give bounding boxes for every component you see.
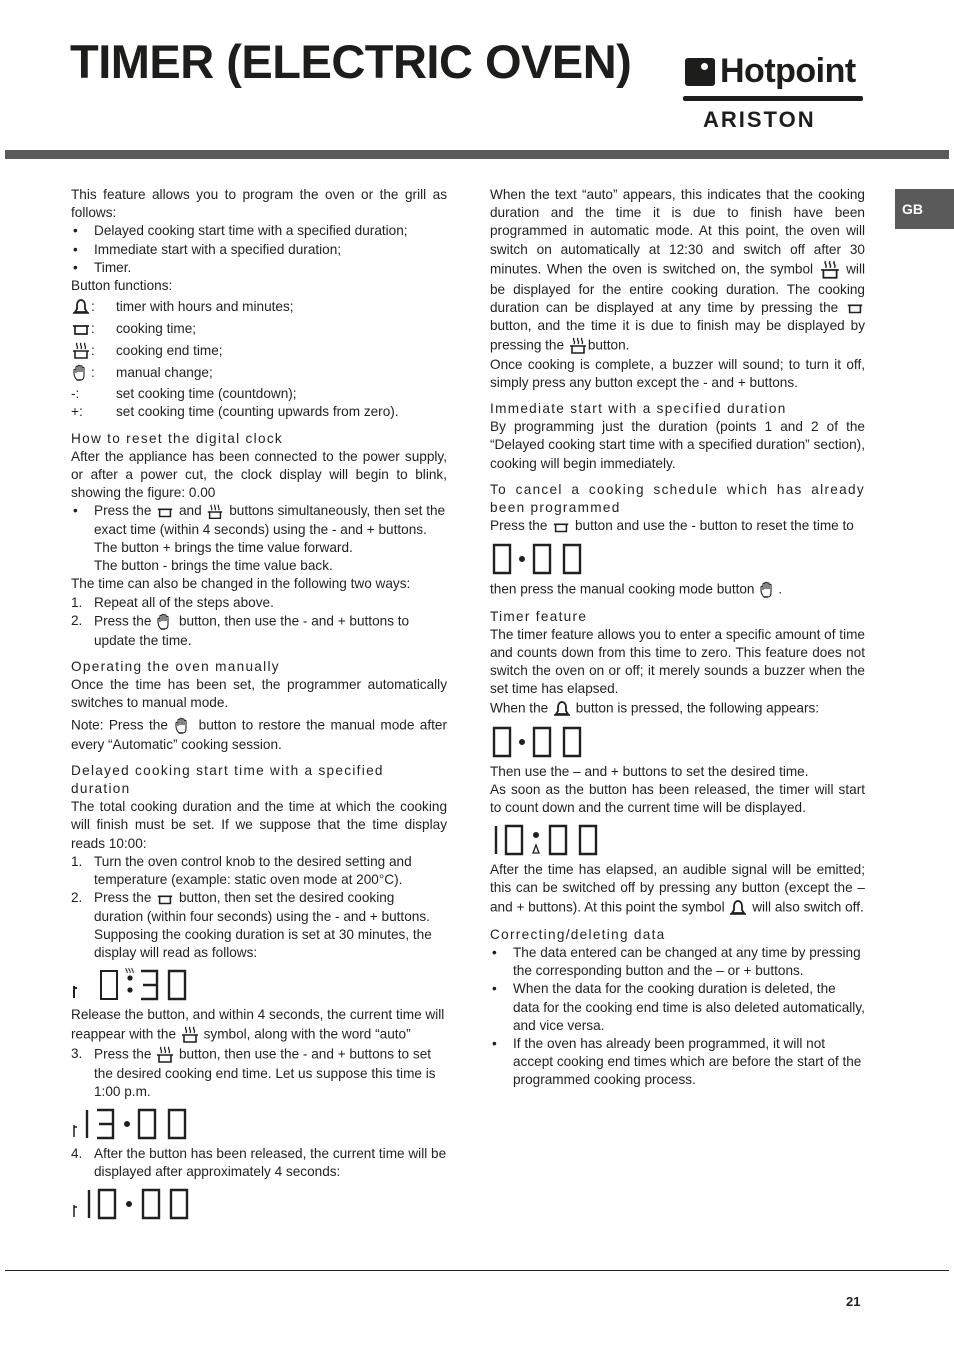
bell-icon bbox=[552, 699, 572, 719]
lcd-display bbox=[71, 1185, 201, 1223]
left-column bbox=[71, 186, 447, 1225]
list-item: • Press the and buttons simultaneously, then set the exact time (within 4 seconds) using the - and + buttons. bbox=[71, 502, 447, 539]
oven-tray-icon bbox=[155, 890, 175, 908]
list-item: • The data entered can be changed at any time by pressing the corresponding button and the – or + buttons. bbox=[490, 944, 865, 980]
auto-indicator-icon bbox=[74, 986, 77, 998]
body-text: The button - brings the time value back. bbox=[94, 558, 333, 574]
heat-waves-icon bbox=[71, 341, 91, 361]
hand-icon bbox=[173, 716, 193, 736]
body-text: Release the button, and within 4 seconds, the current time will reappear with the symbol, along with the word “auto” bbox=[71, 1006, 447, 1044]
brand-logo bbox=[683, 52, 865, 132]
logo-mark-icon bbox=[685, 58, 715, 86]
lcd-display bbox=[490, 540, 600, 578]
language-tab: GB bbox=[895, 189, 954, 229]
hand-icon bbox=[71, 363, 91, 383]
section-heading: How to reset the digital clock bbox=[71, 430, 284, 446]
oven-tray-icon bbox=[71, 319, 91, 339]
body-text: Note: Press the button to restore the manual mode after every “Automatic” cooking session. bbox=[71, 717, 447, 752]
lcd-display bbox=[71, 966, 201, 1004]
body-text: Once the time has been set, the programmer automatically switches to manual mode. bbox=[71, 677, 447, 711]
logo-brand: Hotpoint bbox=[720, 52, 856, 90]
function-row: : manual change; bbox=[71, 363, 447, 383]
logo-bar bbox=[683, 96, 863, 101]
section-heading: Correcting/deleting data bbox=[490, 926, 666, 942]
heat-waves-icon bbox=[180, 1025, 200, 1045]
body-text: The timer feature allows you to enter a specific amount of time and counts down from this time to zero. This feature does not switch the oven on or off; it merely sounds a buzzer when the set time has elapsed. bbox=[490, 626, 865, 697]
section-heading: Timer feature bbox=[490, 608, 588, 624]
section-heading: Operating the oven manually bbox=[71, 659, 280, 675]
list-item: • Delayed cooking start time with a specified duration; bbox=[71, 222, 447, 240]
heat-waves-icon bbox=[205, 503, 225, 521]
body-text: After the appliance has been connected to the power supply, or after a power cut, the clock display will begin to blink, showing the figure: 0.00 bbox=[71, 448, 447, 501]
page-title: TIMER (ELECTRIC OVEN) bbox=[70, 35, 632, 88]
heat-waves-icon bbox=[819, 259, 841, 281]
right-column bbox=[490, 186, 865, 1090]
list-item: 4. After the button has been released, the current time will be displayed after approximately 4 seconds: bbox=[71, 1145, 447, 1180]
body-text: Once cooking is complete, a buzzer will sound; to turn it off, simply press any button except the - and + buttons. bbox=[490, 356, 865, 390]
footer-rule bbox=[5, 1270, 949, 1271]
hand-icon bbox=[758, 580, 778, 600]
body-text: then press the manual cooking mode button . bbox=[490, 580, 865, 600]
function-row: -: set cooking time (countdown); bbox=[71, 386, 297, 402]
body-text: When the text “auto” appears, this indicates that the cooking duration and the time it is due to finish have been programmed in automatic mode. At this point, the oven will switch on automatically at 12:30 and switch off after 30 minutes. When the oven is switched on, the symbol will be displayed for the entire cooking duration. The cooking duration can be displayed at any time by pressing the button, and the time it is due to finish may be displayed by pressing the button. bbox=[490, 186, 865, 356]
bell-icon bbox=[71, 297, 91, 317]
page-number: 21 bbox=[846, 1294, 861, 1309]
logo-sub: ARISTON bbox=[703, 107, 816, 132]
body-text: The button + brings the time value forward. bbox=[94, 540, 353, 556]
list-item: 3. Press the button, then use the - and + buttons to set the desired cooking end time. Let us suppose this time is 1:00 p.m. bbox=[71, 1045, 436, 1099]
list-item: 1. Repeat all of the steps above. bbox=[71, 594, 274, 610]
oven-tray-icon bbox=[845, 299, 865, 317]
section-heading: To cancel a cooking schedule which has already been programmed bbox=[490, 481, 865, 516]
body-text: Then use the – and + buttons to set the desired time. bbox=[490, 763, 809, 779]
list-item: 1. Turn the oven control knob to the desired setting and temperature (example: static oven mode at 200°C). bbox=[71, 853, 412, 888]
lcd-display bbox=[490, 821, 610, 859]
hand-icon bbox=[155, 612, 175, 632]
body-text: When the button is pressed, the following appears: bbox=[490, 699, 865, 719]
intro-text: This feature allows you to program the oven or the grill as follows: bbox=[71, 187, 447, 221]
body-text: By programming just the duration (points 1 and 2 of the “Delayed cooking start time with a specified duration” section), cooking will begin immediately. bbox=[490, 419, 865, 471]
body-text: The time can also be changed in the following two ways: bbox=[71, 576, 411, 592]
header-rule bbox=[5, 150, 949, 159]
body-text: As soon as the button has been released, the timer will start to count down and the current time will be displayed. bbox=[490, 781, 865, 816]
list-item: • If the oven has already been programmed, it will not accept cooking end times which are before the start of the programmed cooking process. bbox=[490, 1035, 865, 1090]
function-row: +: set cooking time (counting upwards from zero). bbox=[71, 404, 399, 420]
body-text: Press the button and use the - button to reset the time to bbox=[490, 517, 865, 535]
function-row: : cooking end time; bbox=[71, 341, 447, 361]
list-item: • When the data for the cooking duration is deleted, the data for the cooking end time is also deleted automatically, and vice versa. bbox=[490, 980, 865, 1035]
list-item: 2. Press the button, then use the - and + buttons to update the time. bbox=[71, 612, 410, 648]
function-row: : timer with hours and minutes; bbox=[71, 297, 447, 317]
list-item: 2. Press the button, then set the desired cooking duration (within four seconds) using the - and + buttons. Supposing the cooking duration is set at 30 minutes, the display will read as follows: bbox=[71, 890, 432, 961]
oven-tray-icon bbox=[155, 503, 175, 521]
button-functions-label: Button functions: bbox=[71, 278, 173, 294]
section-heading: Immediate start with a specified duration bbox=[490, 401, 787, 417]
body-text: After the time has elapsed, an audible signal will be emitted; this can be switched off by pressing any button (except the – and + buttons). At this point the symbol will also switch off. bbox=[490, 861, 865, 917]
lcd-display bbox=[490, 723, 600, 761]
section-heading: Delayed cooking start time with a specified duration bbox=[71, 762, 384, 797]
body-text: The total cooking duration and the time at which the cooking will finish must be set. If we suppose that the time display reads 10:00: bbox=[71, 799, 447, 851]
function-row: : cooking time; bbox=[71, 319, 447, 339]
bell-icon bbox=[728, 898, 748, 918]
lcd-display bbox=[71, 1105, 201, 1143]
list-item: • Immediate start with a specified duration; bbox=[71, 241, 447, 259]
list-item: • Timer. bbox=[71, 259, 447, 277]
heat-waves-icon bbox=[155, 1045, 175, 1065]
heat-waves-icon bbox=[568, 336, 588, 356]
oven-tray-icon bbox=[551, 518, 571, 536]
